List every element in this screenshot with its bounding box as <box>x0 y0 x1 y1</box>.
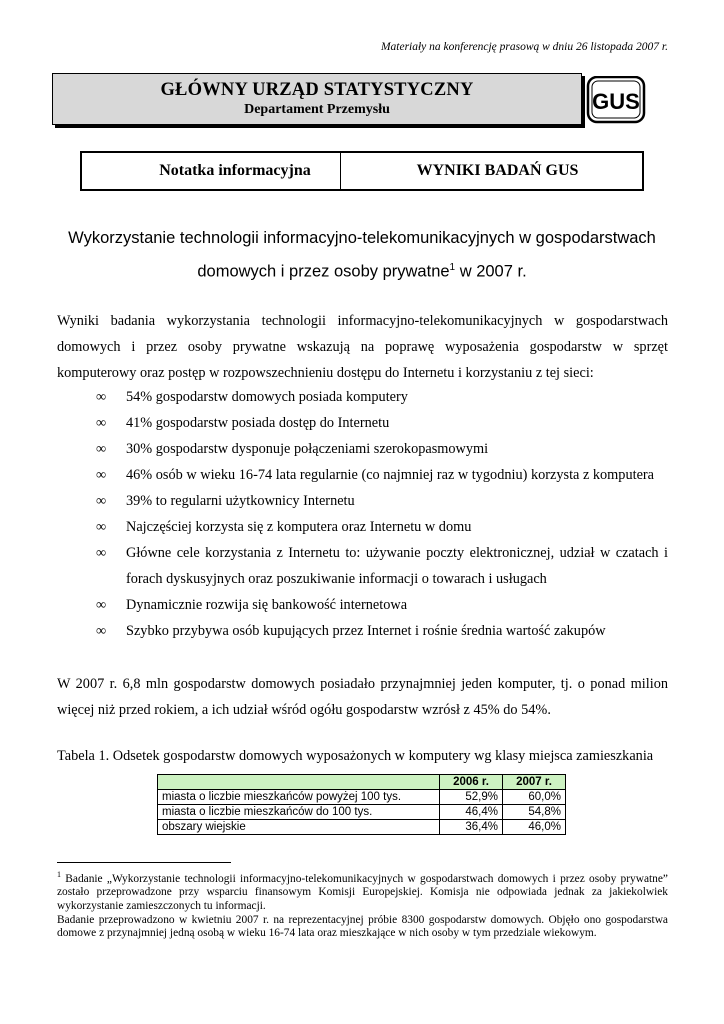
info-banner-label: WYNIKI BADAŃ GUS <box>416 162 579 179</box>
table-cell: 54,8% <box>503 805 566 820</box>
table-cell: 36,4% <box>440 820 503 835</box>
findings-list <box>96 384 668 644</box>
footnote-ref: 1 <box>449 262 456 273</box>
list-item: ∞ Szybko przybywa osób kupujących przez Internet i rośnie średnia wartość zakupów <box>96 618 668 644</box>
press-conference-note: Materiały na konferencję prasową w dniu 26 listopada 2007 r. <box>380 41 668 53</box>
table-row <box>158 805 566 820</box>
table-cell: 46,0% <box>503 820 566 835</box>
gus-logo-icon <box>586 76 648 124</box>
table-cell: miasta o liczbie mieszkańców do 100 tys. <box>158 805 440 820</box>
info-banner-type: Notatka informacyjna <box>82 153 341 189</box>
computer-ownership-table <box>157 774 566 835</box>
list-item: ∞ 39% to regularni użytkownicy Internetu <box>96 488 668 514</box>
gus-logo <box>586 76 648 124</box>
table-cell: 46,4% <box>440 805 503 820</box>
table-cell: 60,0% <box>503 790 566 805</box>
table-cell: obszary wiejskie <box>158 820 440 835</box>
list-item: ∞ 30% gospodarstw dysponuje połączeniami szerokopasmowymi <box>96 436 668 462</box>
bullet-infinity-icon: ∞ <box>96 493 107 509</box>
bullet-infinity-icon: ∞ <box>96 441 107 457</box>
list-item: ∞ 46% osób w wieku 16-74 lata regularnie (co najmniej raz w tygodniu) korzysta z komputera <box>96 462 668 488</box>
bullet-infinity-icon: ∞ <box>96 623 107 639</box>
footnote-text-2: Badanie przeprowadzono w kwietniu 2007 r. na reprezentacyjnej próbie 8300 gospodarstw domowych. Objęło ono gospodarstwa domowe z przynajmniej jedną osobą w wieku 16-74 lata oraz mieszkające w nich osoby w tym przedziale wiekowym. <box>57 913 668 940</box>
logo-letters: GUS <box>592 89 640 114</box>
list-item: ∞ 54% gospodarstw domowych posiada komputery <box>96 384 668 410</box>
bullet-infinity-icon: ∞ <box>96 415 107 431</box>
list-item: ∞ 41% gospodarstw posiada dostęp do Internetu <box>96 410 668 436</box>
computer-ownership-paragraph: W 2007 r. 6,8 mln gospodarstw domowych posiadało przynajmniej jeden komputer, tj. o ponad milion więcej niż przed rokiem, a ich udział wśród ogółu gospodarstw wzrósł z 45% do 54%. <box>57 676 668 718</box>
table-header-cell: 2007 r. <box>503 775 566 790</box>
title-line-1: Wykorzystanie technologii informacyjno-telekomunikacyjnych w gospodarstwach <box>68 229 656 247</box>
department-name: Departament Przemysłu <box>244 102 390 117</box>
footnote <box>57 868 668 941</box>
bullet-infinity-icon: ∞ <box>96 597 107 613</box>
table-header-cell: 2006 r. <box>440 775 503 790</box>
info-banner <box>80 151 644 191</box>
footnote-number: 1 <box>57 870 61 879</box>
document-title <box>40 224 684 287</box>
title-line-2: domowych i przez osoby prywatne$^1$ w 2007 r. <box>197 262 527 281</box>
bullet-infinity-icon: ∞ <box>96 467 107 483</box>
institution-header <box>52 73 582 125</box>
list-item: ∞ Najczęściej korzysta się z komputera oraz Internetu w domu <box>96 514 668 540</box>
list-item: ∞ Dynamicznie rozwija się bankowość internetowa <box>96 592 668 618</box>
table-header-cell <box>158 775 440 790</box>
institution-name: GŁÓWNY URZĄD STATYSTYCZNY <box>160 80 474 100</box>
table-row <box>158 820 566 835</box>
list-item: ∞ Główne cele korzystania z Internetu to: używanie poczty elektronicznej, udział w czatach i forach dyskusyjnych oraz poszukiwanie informacji o towarach i usługach <box>96 540 668 592</box>
intro-paragraph: Wyniki badania wykorzystania technologii informacyjno-telekomunikacyjnych w gospodarstwach domowych i przez osoby prywatne wskazują na poprawę wyposażenia gospodarstw w sprzęt komputerowy oraz postęp w rozpowszechnieniu dostępu do Internetu i korzystaniu z tej sieci: <box>57 313 668 381</box>
table-cell: miasta o liczbie mieszkańców powyżej 100 tys. <box>158 790 440 805</box>
footnote-text-1: $^1$ Badanie „Wykorzystanie technologii informacyjno-telekomunikacyjnych w gospodarstwach domowych i przez osoby prywatne” zostało przeprowadzone przy wsparciu finansowym Komisji Europejskiej. Komisja nie odpowiada jednak za jakiekolwiek wykorzystanie zamieszczonych tu informacji. <box>57 870 668 912</box>
footnote-divider <box>57 862 231 863</box>
table-cell: 52,9% <box>440 790 503 805</box>
table-row <box>158 790 566 805</box>
bullet-infinity-icon: ∞ <box>96 519 107 535</box>
table-header-row <box>158 775 566 790</box>
bullet-infinity-icon: ∞ <box>96 545 107 561</box>
bullet-infinity-icon: ∞ <box>96 389 107 405</box>
table-caption: Tabela 1. Odsetek gospodarstw domowych wyposażonych w komputery wg klasy miejsca zamieszkania <box>57 748 654 764</box>
